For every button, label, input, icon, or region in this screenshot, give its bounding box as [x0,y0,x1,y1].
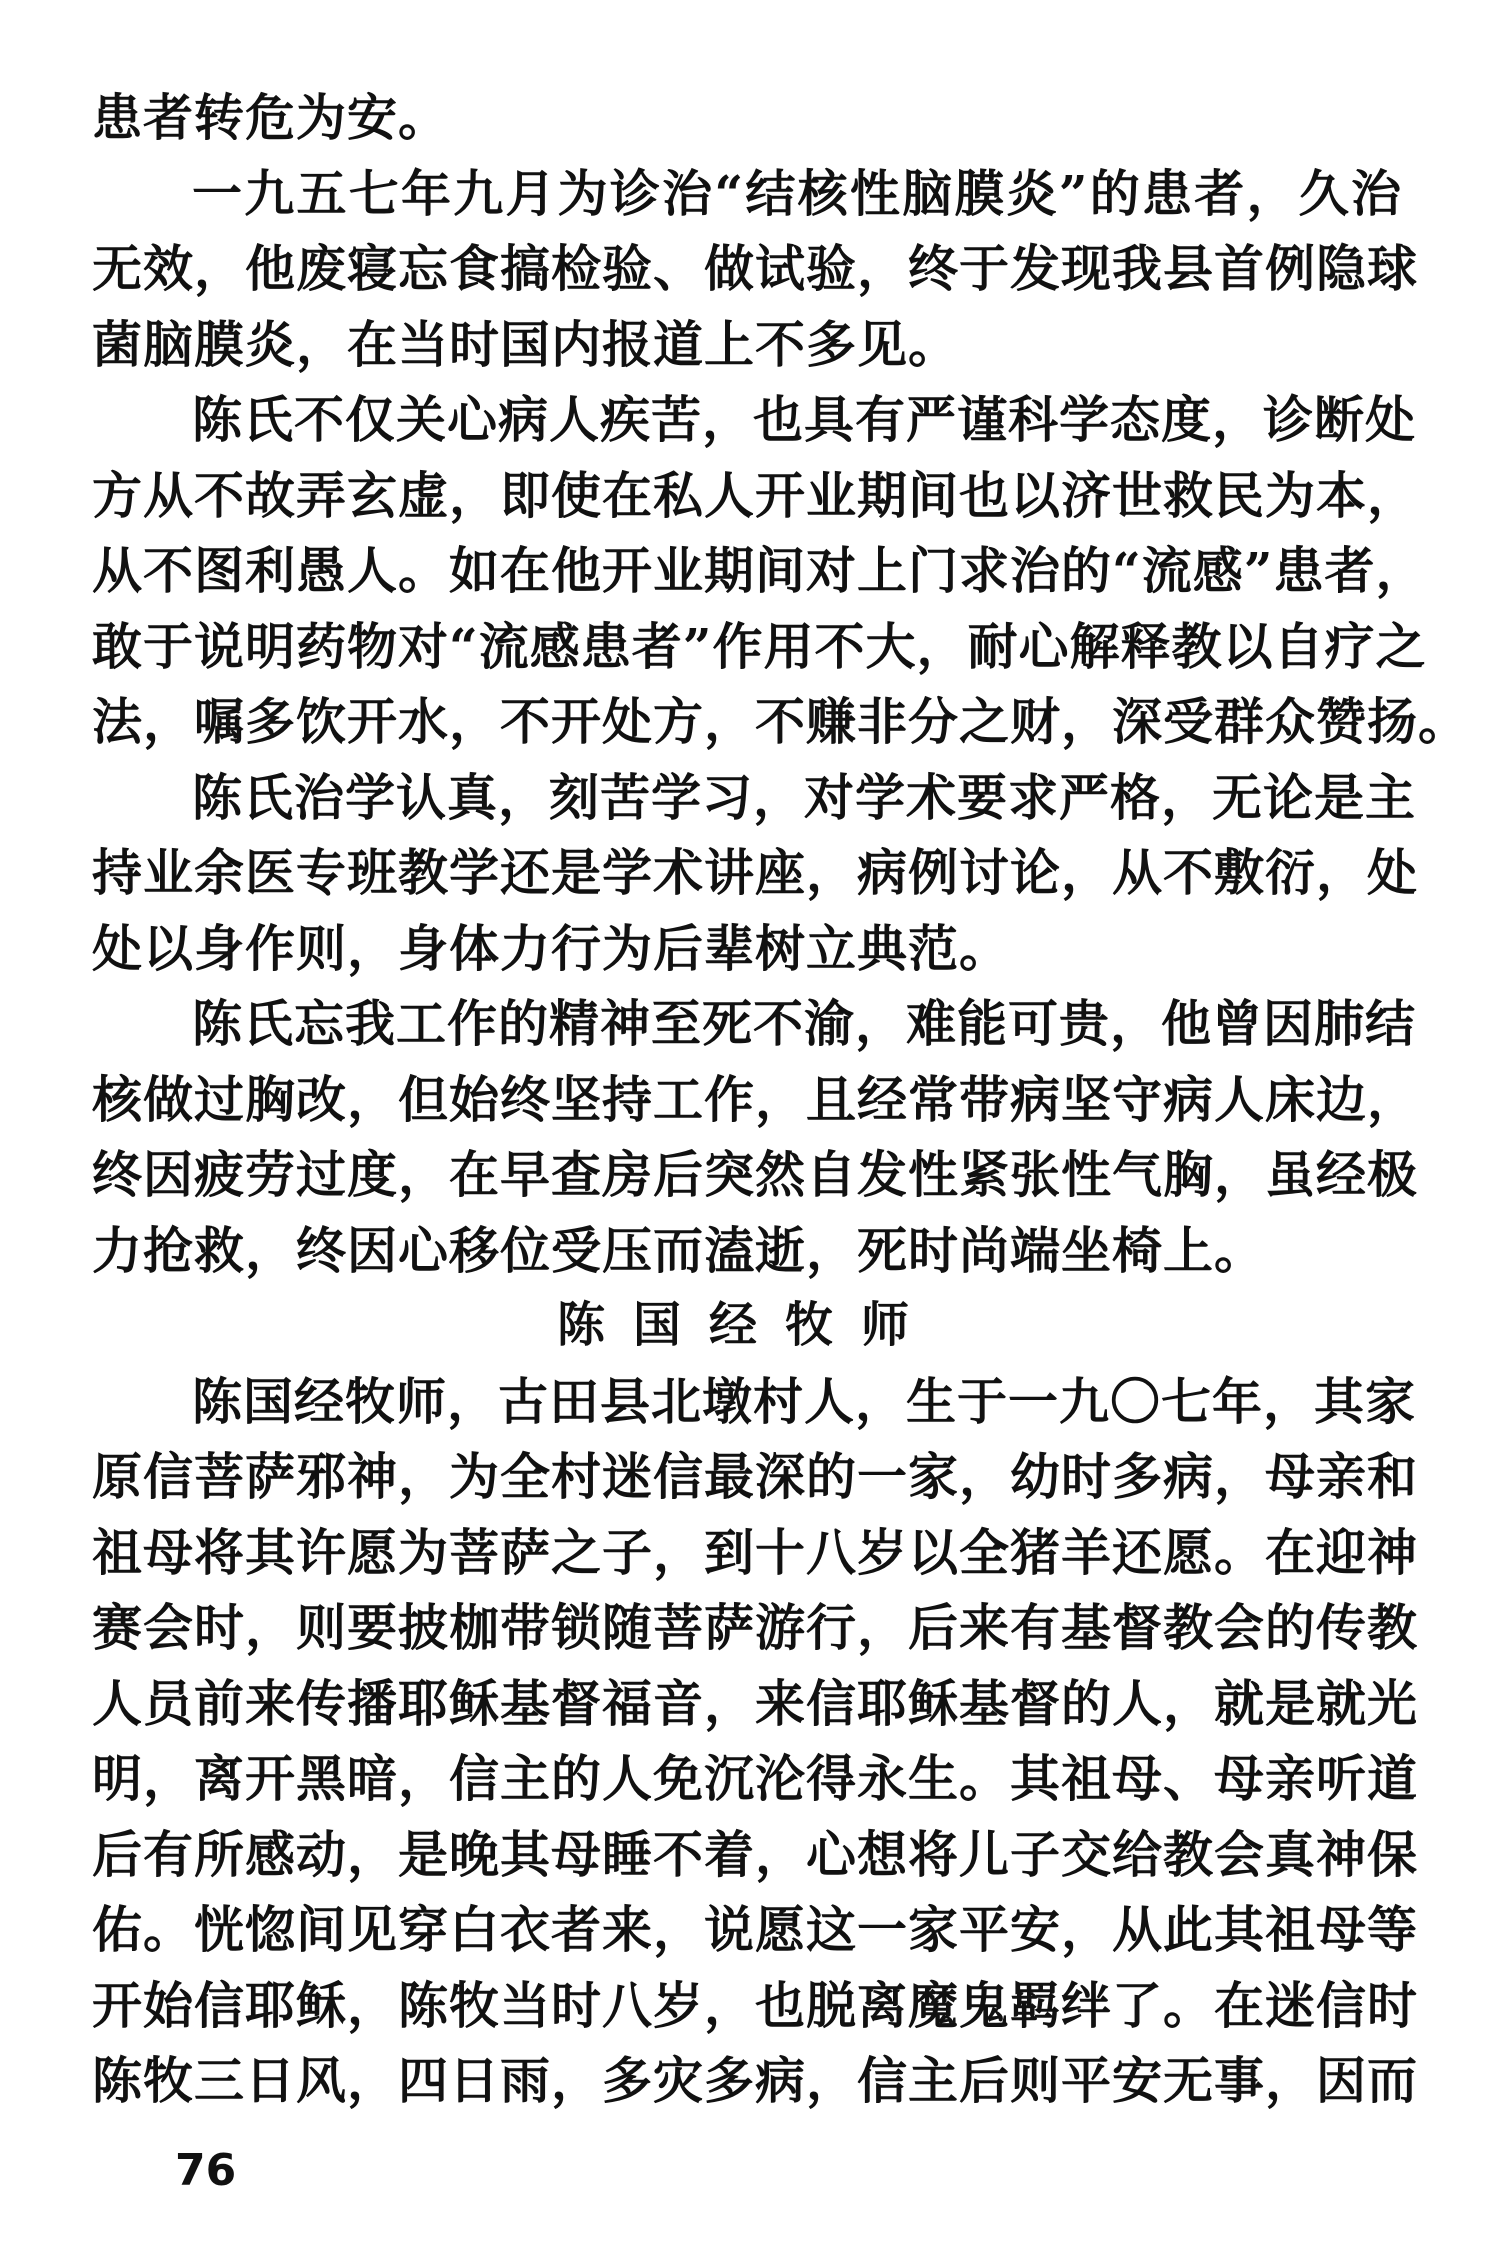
text-line: 开始信耶稣，陈牧当时八岁，也脱离魔鬼羁绊了。在迷信时 [92,1975,1418,2035]
text-line-para-end: 患者转危为安。 [92,88,449,147]
text-line: 祖母将其许愿为菩萨之子，到十八岁以全猪羊还愿。在迎神 [92,1522,1418,1582]
text-line-para-start: 陈氏不仅关心病人疾苦，也具有严谨科学态度，诊断处 [192,390,1416,449]
text-line: 佑。恍惚间见穿白衣者来，说愿这一家平安，从此其祖母等 [92,1900,1418,1959]
text-line-para-end: 菌脑膜炎，在当时国内报道上不多见。 [92,314,959,374]
section-heading: 陈国经牧师 [556,1297,937,1353]
text-line: 后有所感动，是晚其母睡不着，心想将儿子交给教会真神保 [92,1824,1418,1884]
text-line-para-end: 力抢救，终因心移位受压而溘逝，死时尚端坐椅上。 [92,1220,1265,1280]
text-line: 人员前来传播耶稣基督福音，来信耶稣基督的人，就是就光 [92,1673,1418,1733]
text-line: 核做过胸改，但始终坚持工作，且经常带病坚守病人床边， [92,1069,1418,1129]
text-line-para-start: 陈氏治学认真，刻苦学习，对学术要求严格，无论是主 [192,767,1416,827]
text-line-para-start: 一九五七年九月为诊治“结核性脑膜炎”的患者，久治 [192,163,1402,223]
text-line: 陈牧三日风，四日雨，多灾多病，信主后则平安无事，因而 [92,2051,1418,2110]
text-line: 赛会时，则要披枷带锁随菩萨游行，后来有基督教会的传教 [92,1598,1418,1657]
text-line: 敢于说明药物对“流感患者”作用不大，耐心解释教以自疗之 [92,616,1427,676]
text-line: 终因疲劳过度，在早查房后突然自发性紧张性气胸，虽经极 [92,1145,1418,1204]
page-number: 76 [175,2145,237,2196]
text-line-para-end: 法，嘱多饮开水，不开处方，不赚非分之财，深受群众赞扬。 [92,692,1469,751]
body-text [92,80,1469,2119]
text-line: 无效，他废寝忘食搞检验、做试验，终于发现我县首例隐球 [92,239,1418,298]
text-line: 从不图利愚人。如在他开业期间对上门求治的“流感”患者， [92,541,1427,600]
text-line: 方从不故弄玄虚，即使在私人开业期间也以济世救民为本， [92,465,1418,525]
text-line: 原信菩萨邪神，为全村迷信最深的一家，幼时多病，母亲和 [92,1447,1418,1506]
text-line: 持业余医专班教学还是学术讲座，病例讨论，从不敷衍，处 [92,843,1418,902]
text-line-para-end: 处以身作则，身体力行为后辈树立典范。 [92,918,1010,978]
text-line: 明，离开黑暗，信主的人免沉沦得永生。其祖母、母亲听道 [92,1749,1418,1808]
text-line-para-start: 陈氏忘我工作的精神至死不渝，难能可贵，他曾因肺结 [192,994,1416,1053]
text-line-para-start: 陈国经牧师，古田县北墩村人，生于一九〇七年，其家 [192,1371,1416,1431]
